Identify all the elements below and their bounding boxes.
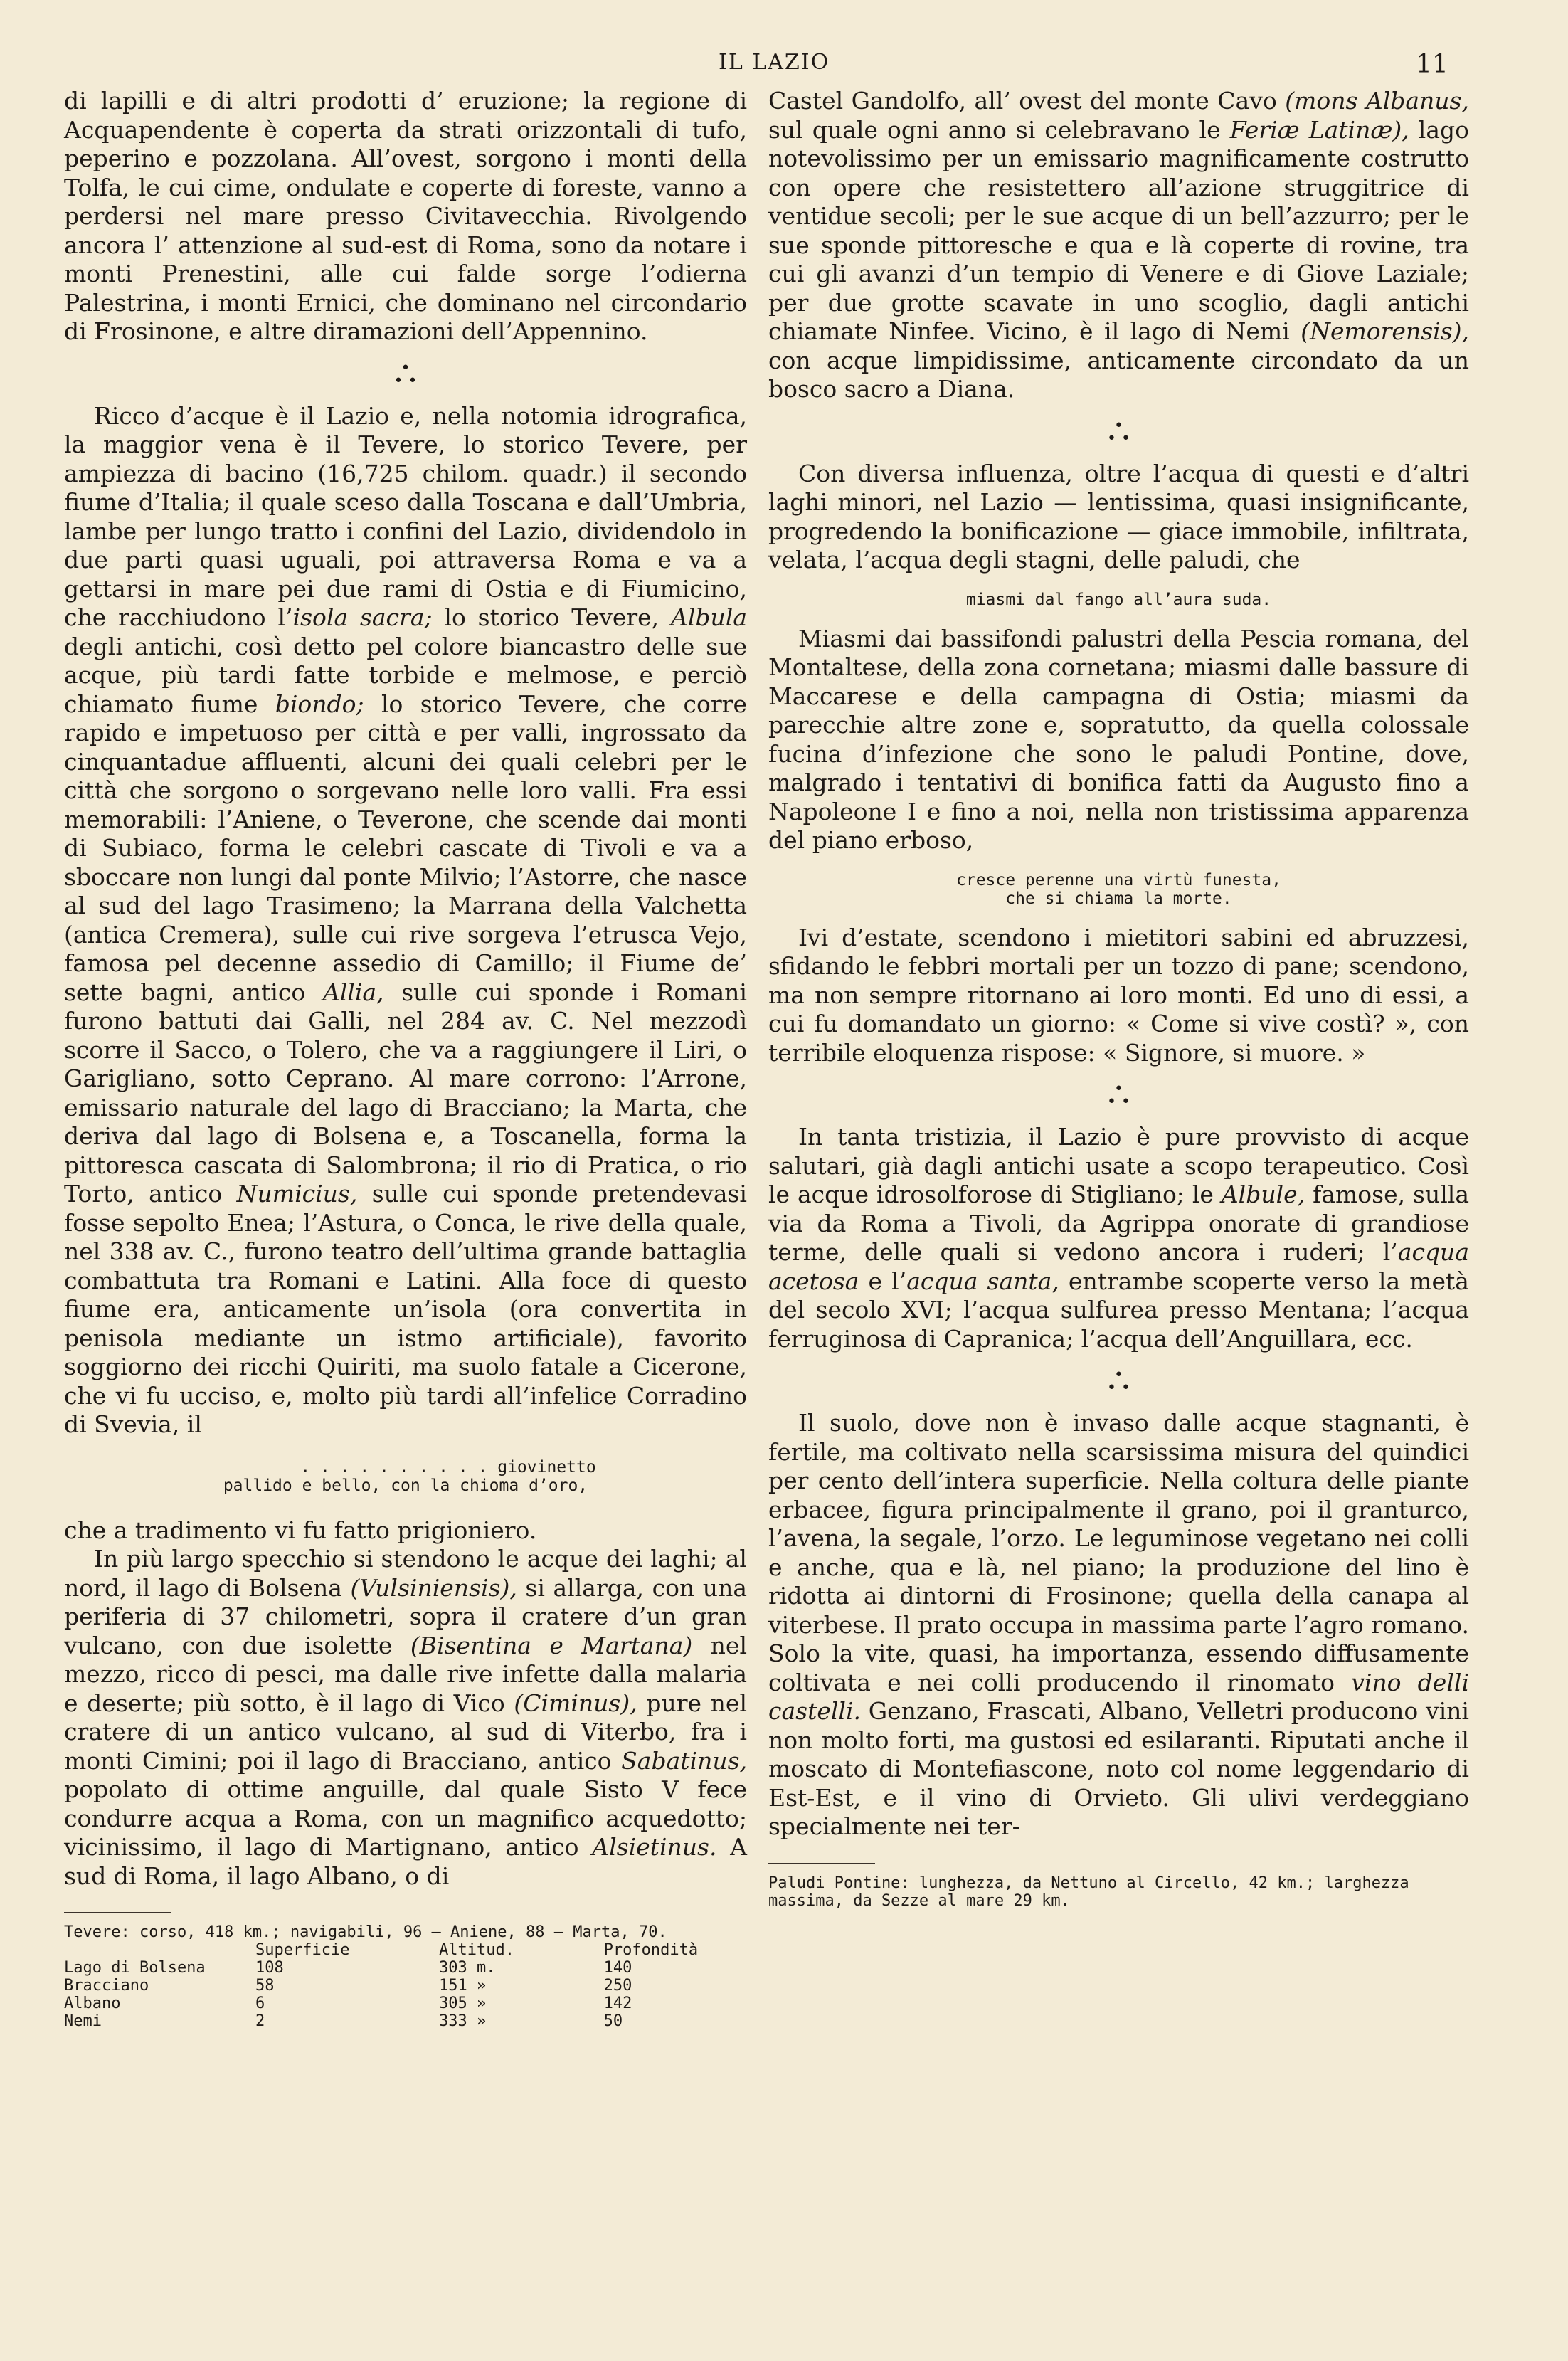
section-separator: • • • [1107, 1080, 1130, 1111]
table-row: Albano 6 305 » 142 [64, 1995, 632, 2012]
paragraph: In tanta tristizia, il Lazio è pure provvisto di acque salutari, già dagli antichi usate a scopo terapeutico. Così le acque idrosolforose di Stigliano; le Albule, famose, sulla via da Roma a Tivoli, da Agrippa onorate di grandiose terme, delle quali si vedono ancora i ruderi; l’acqua acetosa e l’acqua santa, entrambe scoperte verso la metà del secolo XVI; l’acqua sulfurea presso Mentana; l’acqua ferruginosa di Capranica; l’acqua dell’Anguillara, ecc. [768, 1123, 1469, 1353]
section-separator: • • • [393, 359, 418, 390]
table-row: Lago di Bolsena 108 303 m. 140 [64, 1959, 632, 1977]
paragraph: Con diversa influenza, oltre l’acqua di questi e d’altri laghi minori, nel Lazio — lentissima, quasi insignificante, progredendo la bonificazione — giace immobile, infiltrata, velata, l’acqua degli stagni, delle paludi, che [768, 459, 1469, 574]
paragraph: Ricco d’acque è il Lazio e, nella notomia idrografica, la maggior vena è il Tevere, lo storico Tevere, per ampiezza di bacino (16,725 chilom. quadr.) il secondo fiume d’Italia; il quale sceso dalla Toscana e dall’Umbria, lambe per lungo tratto i confini del Lazio, dividendolo in due parti quasi uguali, poi attraversa Roma e va a gettarsi in mare pei due rami di Ostia e di Fiumicino, che racchiudono l’isola sacra; lo storico Tevere, Albula degli antichi, così detto pel colore biancastro delle sue acque, più tardi fatte torbide e melmose, e perciò chiamato fiume biondo; lo storico Tevere, che corre rapido e impetuoso per città e per valli, ingrossato da cinquantadue affluenti, alcuni dei quali celebri per le città che sorgono o sorgevano nelle loro valli. Fra essi memorabili: l’Aniene, o Teverone, che scende dai monti di Subiaco, forma le celebri cascate di Tivoli e va a sboccare non lungi dal ponte Milvio; l’Astorre, che nasce al sud del lago Trasimeno; la Marrana della Valchetta (antica Cremera), sulle cui rive sorgeva l’etrusca Vejo, famosa pel decenne assedio di Camillo; il Fiume de’ sette bagni, antico Allia, sulle cui sponde i Romani furono battuti dai Galli, nel 284 av. C. Nel mezzodì scorre il Sacco, o Tolero, che va a raggiungere il Liri, o Garigliano, sotto Ceprano. Al mare corrono: l’Arrone, emissario naturale del lago di Bracciano; la Marta, che deriva dal lago di Bolsena e, a Toscanella, forma la pittoresca cascata di Salombrona; il rio di Pratica, o rio Torto, antico Numicius, sulle cui sponde pretendevasi fosse sepolto Enea; l’Astura, o Conca, le rive della quale, nel 338 av. C., furono teatro dell’ultima grande battaglia combattuta tra Romani e Latini. Alla foce di questo fiume era, anticamente un’isola (ora convertita in penisola mediante un istmo artificiale), favorito soggiorno dei ricchi Quiriti, ma suolo fatale a Cicerone, che vi fu ucciso, e, molto più tardi all’infelice Corradino di Svevia, il [64, 401, 747, 1438]
section-separator: • • • [1107, 1366, 1130, 1397]
paragraph: Ivi d’estate, scendono i mietitori sabini ed abruzzesi, sfidando le febbri mortali per un tozzo di pane; scendono, ma non sempre ritornano ai loro monti. Ed uno di essi, a cui fu domandato un giorno: « Come si vive costì? », con terribile eloquenza rispose: « Signore, si muore. » [768, 923, 1469, 1067]
footnote-tevere: Tevere: corso, 418 km.; navigabili, 96 — Aniene, 88 — Marta, 70. [64, 1923, 667, 1941]
footnote-rule [64, 1912, 171, 1913]
lakes-table [64, 1941, 747, 2030]
paragraph: Miasmi dai bassifondi palustri della Pescia romana, del Montaltese, della zona cornetana; miasmi dalle bassure di Maccarese e della campagna di Ostia; miasmi da parecchie altre zone e, sopratutto, da quella colossale fucina d’infezione che sono le paludi Pontine, dove, malgrado i tentativi di bonifica fatti da Augusto fino a Napoleone I e fino a noi, nella non tristissima apparenza del piano erboso, [768, 624, 1469, 854]
running-title: IL LAZIO [719, 50, 830, 75]
right-column [768, 87, 1469, 1910]
paragraph: Castel Gandolfo, all’ ovest del monte Cavo (mons Albanus, sul quale ogni anno si celebravano le Feriæ Latinæ), lago notevolissimo per un emissario magnificamente costrutto con opere che resistettero all’azione struggitrice di ventidue secoli; per le sue acque di un bell’azzurro; per le sue sponde pittoresche e qua e là coperte di rovine, tra cui gli avanzi d’un tempio di Venere e di Giove Laziale; per due grotte scavate in uno scoglio, dagli antichi chiamate Ninfee. Vicino, è il lago di Nemi (Nemorensis), con acque limpidissime, anticamente circondato da un bosco sacro a Diana. [768, 87, 1469, 403]
paragraph: Il suolo, dove non è invaso dalle acque stagnanti, è fertile, ma coltivato nella scarsissima misura del quindici per cento dell’intera superficie. Nella coltura delle piante erbacee, figura principalmente il grano, poi il granturco, l’avena, la segale, l’orzo. Le leguminose vegetano nei colli e anche, qua e là, nel piano; la produzione del lino è ridotta ai dintorni di Frosinone; quella della canapa al viterbese. Il prato occupa in massima parte l’agro romano. Solo la vite, quasi, ha importanza, essendo diffusamente coltivata e nei colli producendo il rinomato vino delli castelli. Genzano, Frascati, Albano, Velletri producono vini non molto forti, ma gustosi ed esilaranti. Riputati anche il moscato di Montefiascone, noto col nome leggendario di Est-Est, e il vino di Orvieto. Gli ulivi verdeggiano specialmente nei ter- [768, 1409, 1470, 1840]
footnote-rule [768, 1863, 875, 1864]
verse-quote: . . . . . . . . . . giovinetto pallido e bello, con la chioma d’oro, [223, 1457, 596, 1495]
page-number: 11 [1416, 50, 1448, 79]
table-row: Bracciano 58 151 » 250 [64, 1977, 632, 1995]
left-column [64, 87, 747, 2030]
paragraph: che a tradimento vi fu fatto prigioniero. [64, 1516, 537, 1544]
footnote-paludi: Paludi Pontine: lunghezza, da Nettuno al Circello, 42 km.; larghezza massima, da Sezze al mare 29 km. [768, 1874, 1409, 1910]
table-header-row: Superficie Altitud. Profondità [255, 1941, 699, 1959]
verse-quote: cresce perenne una virtù funesta, che si chiama la morte. [956, 870, 1281, 908]
table-row: Nemi 2 333 » 50 [64, 2012, 623, 2030]
verse-quote: miasmi dal fango all’aura suda. [965, 590, 1272, 609]
paragraph: In più largo specchio si stendono le acque dei laghi; al nord, il lago di Bolsena (Vulsiniensis), si allarga, con una periferia di 37 chilometri, sopra il cratere d’un gran vulcano, con due isolette (Bisentina e Martana) nel mezzo, ricco di pesci, ma dalle rive infette dalla malaria e deserte; più sotto, è il lago di Vico (Ciminus), pure nel cratere di un antico vulcano, al sud di Viterbo, fra i monti Cimini; poi il lago di Bracciano, antico Sabatinus, popolato di ottime anguille, dal quale Sisto V fece condurre acqua a Roma, con un magnifico acquedotto; vicinissimo, il lago di Martignano, antico Alsietinus. A sud di Roma, il lago Albano, o di [64, 1545, 748, 1890]
section-separator: • • • [1107, 416, 1130, 448]
paragraph: di lapilli e di altri prodotti d’ eruzione; la regione di Acquapendente è coperta da strati orizzontali di tufo, peperino e pozzolana. All’ovest, sorgono i monti della Tolfa, le cui cime, ondulate e coperte di foreste, vanno a perdersi nel mare presso Civitavecchia. Rivolgendo ancora l’ attenzione al sud-est di Roma, sono da notare i monti Prenestini, alle cui falde sorge l’odierna Palestrina, i monti Ernici, che dominano nel circondario di Frosinone, e altre diramazioni dell’Appennino. [64, 87, 747, 345]
